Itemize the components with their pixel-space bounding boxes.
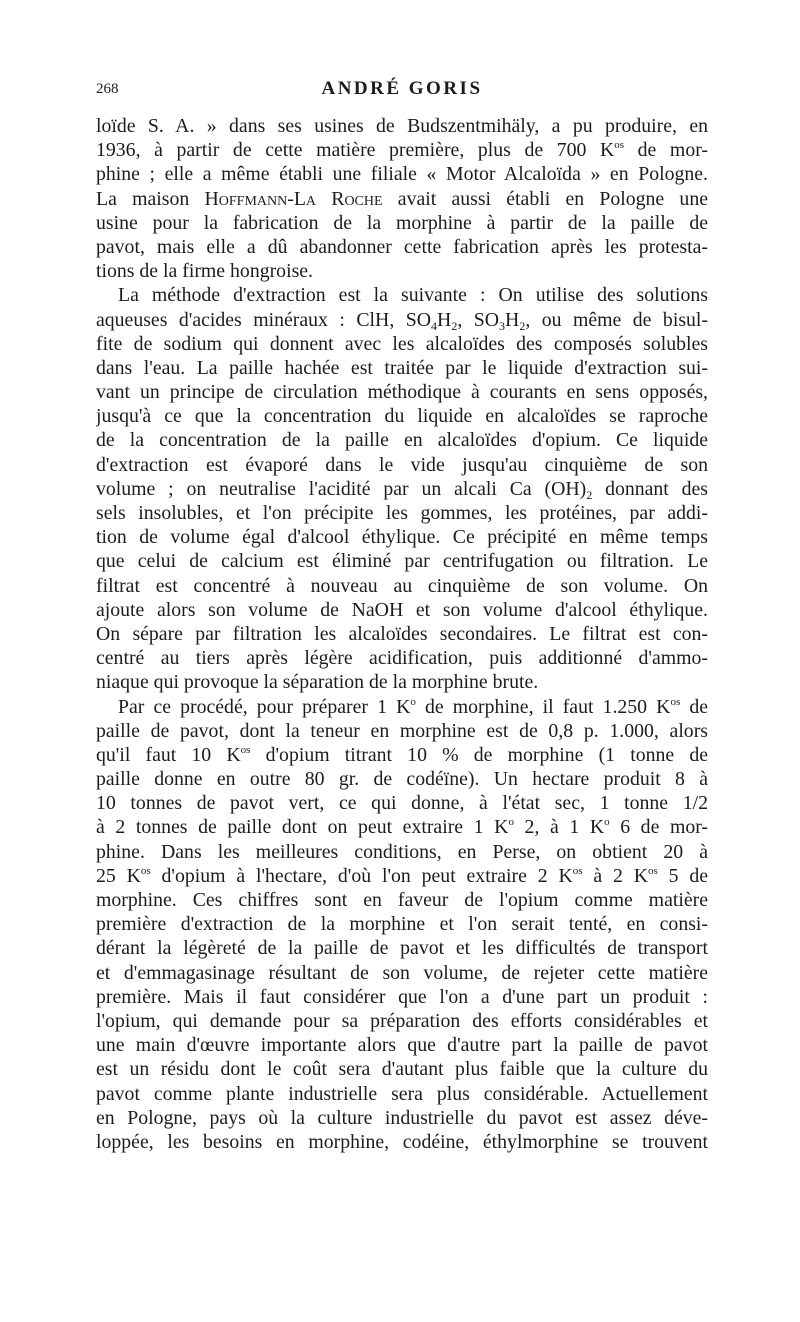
text-line: en Pologne, pays où la culture industrielle du pavot est assez déve-	[96, 1106, 708, 1129]
text-line: La méthode d'extraction est la suivante : On utilise des solutions	[118, 284, 708, 307]
text-line: d'extraction est évaporé dans le vide jusqu'au cinquième de son	[96, 453, 708, 476]
page-number: 268	[96, 81, 119, 97]
text-line: loppée, les besoins en morphine, codéine, éthylmorphine se trouvent	[96, 1130, 708, 1153]
text-line: phine ; elle a même établi une filiale « Motor Alcaloïda » en Pologne.	[96, 163, 708, 186]
text-line: pavot comme plante industrielle sera plus considérable. Actuellement	[96, 1082, 708, 1105]
text-line: morphine. Ces chiffres sont en faveur de l'opium comme matière	[96, 889, 708, 911]
running-title: ANDRÉ GORIS	[321, 78, 483, 99]
text-line: est un résidu dont le coût sera d'autant plus faible que la culture du	[96, 1058, 708, 1081]
text-line: une main d'œuvre importante alors que d'autre part la paille de pavot	[96, 1034, 708, 1057]
text-line: loïde S. A. » dans ses usines de Budszentmihäly, a pu produire, en	[96, 115, 708, 137]
text-line: 10 tonnes de pavot vert, ce qui donne, à l'état sec, 1 tonne 1/2	[96, 792, 708, 815]
text-line: à 2 tonnes de paille dont on peut extraire 1 $K^o$ 2, à 1 $K^o$ 6 de mor-	[96, 816, 708, 839]
text-line: ajoute alors son volume de NaOH et son volume d'alcool éthylique.	[96, 598, 708, 621]
text-line: volume ; on neutralise l'acidité par un alcali Ca $(OH)_2$ donnant des	[96, 477, 708, 501]
text-line: fite de sodium qui donnent avec les alcaloïdes des composés solubles	[96, 332, 708, 355]
text-line: Par ce procédé, pour préparer 1 $K^o$ de morphine, il faut 1.250 $K^{os}$ de	[118, 695, 708, 718]
text-line: phine. Dans les meilleures conditions, en Perse, on obtient 20 à	[96, 840, 708, 863]
text-line: tions de la firme hongroise.	[96, 260, 313, 283]
body-text	[96, 114, 708, 1154]
text-line: 25 $K^{os}$ d'opium à l'hectare, d'où l'on peut extraire 2 $K^{os}$ à 2 $K^{os}$ 5 de	[96, 864, 708, 887]
text-line: vant un principe de circulation méthodique à courants en sens opposés,	[96, 381, 708, 404]
text-line: dérant la légèreté de la paille de pavot et les difficultés de transport	[96, 937, 708, 960]
text-line: La maison Hoffmann-La Roche avait aussi établi en Pologne une	[96, 187, 708, 210]
text-line: paille donne en outre 80 gr. de codéïne). Un hectare produit 8 à	[96, 768, 708, 791]
text-line: 1936, à partir de cette matière première, plus de 700 $K^{os}$ de mor-	[96, 139, 708, 162]
text-line: paille de pavot, dont la teneur en morphine est de 0,8 p. 1.000, alors	[96, 719, 708, 742]
text-line: aqueuses d'acides minéraux : ClH, $SO_4H_2$, $SO_3H_2$, ou même de bisul-	[96, 308, 708, 332]
text-line: usine pour la fabrication de la morphine à partir de la paille de	[96, 211, 708, 234]
text-line: première. Mais il faut considérer que l'on a d'une part un produit :	[96, 985, 708, 1008]
text-line: l'opium, qui demande pour sa préparation des efforts considérables et	[96, 1009, 708, 1032]
text-line: et d'emmagasinage résultant de son volume, de rejeter cette matière	[96, 961, 708, 984]
text-line: filtrat est concentré à nouveau au cinquième de son volume. On	[96, 574, 708, 597]
text-line: de la concentration de la paille en alcaloïdes d'opium. Ce liquide	[96, 429, 708, 452]
text-line: sels insolubles, et l'on précipite les gommes, les protéines, par addi-	[96, 502, 708, 524]
text-line: niaque qui provoque la séparation de la morphine brute.	[96, 671, 539, 694]
text-line: tion de volume égal d'alcool éthylique. Ce précipité en même temps	[96, 526, 708, 549]
text-line: jusqu'à ce que la concentration du liquide en alcaloïdes se raproche	[96, 405, 708, 428]
text-line: On sépare par filtration les alcaloïdes secondaires. Le filtrat est con-	[96, 622, 708, 645]
text-line: dans l'eau. La paille hachée est traitée par le liquide d'extraction sui-	[96, 356, 708, 379]
text-line: qu'il faut 10 $K^{os}$ d'opium titrant 10 % de morphine (1 tonne de	[96, 743, 708, 766]
text-line: que celui de calcium est éliminé par centrifugation ou filtration. Le	[96, 550, 708, 573]
text-line: première d'extraction de la morphine et l'on serait tenté, en consi-	[96, 913, 708, 936]
page-header	[96, 78, 708, 104]
text-line: centré au tiers après légère acidification, puis additionné d'ammo-	[96, 647, 708, 670]
text-line: pavot, mais elle a dû abandonner cette fabrication après les protesta-	[96, 235, 708, 258]
